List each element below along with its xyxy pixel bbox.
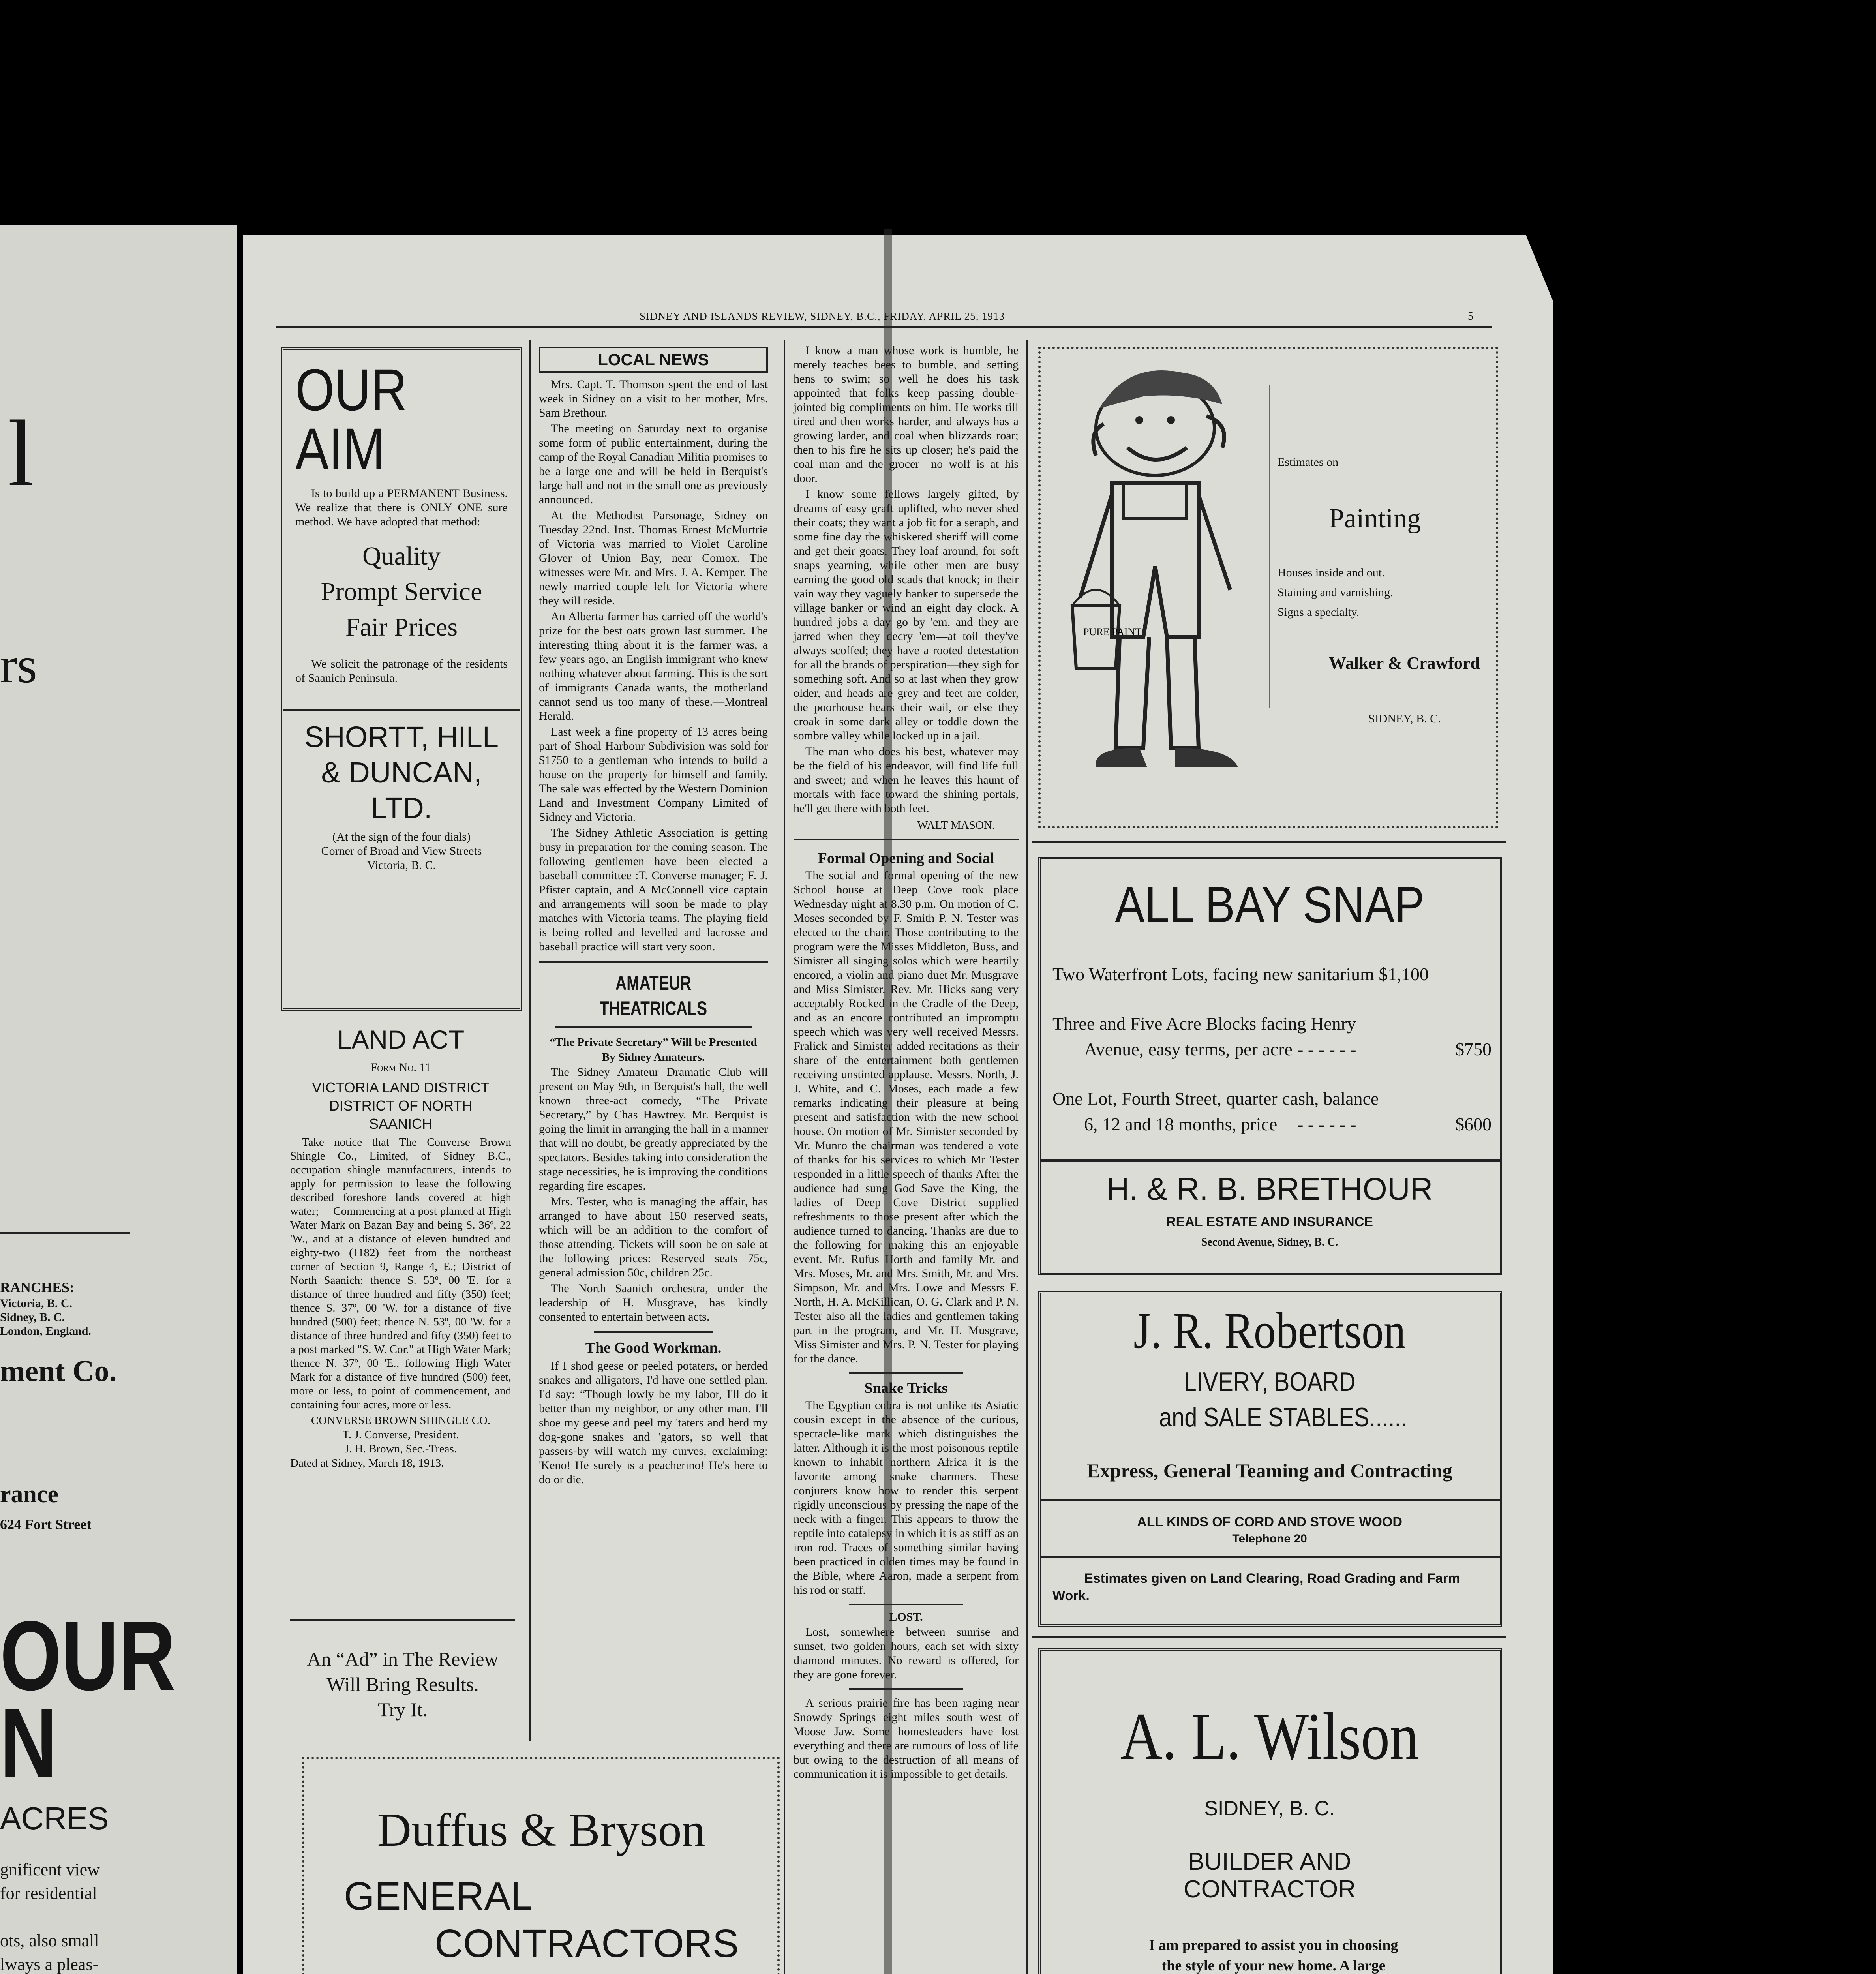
good-workman-heading: The Good Workman. (585, 1340, 722, 1356)
theatricals-subheading: “The Private Secretary” Will be Presented (550, 1036, 757, 1049)
land-act-district: DISTRICT OF NORTH (329, 1098, 473, 1114)
painting-line: Signs a specialty. (1278, 606, 1360, 619)
robertson-divider (1041, 1556, 1500, 1558)
left-page-fragment (0, 225, 237, 1974)
ad-divider (283, 709, 520, 711)
column-rule (784, 340, 785, 1974)
paragraph: The North Saanich orchestra, under the leadership of H. Musgrave, has kindly consented to entertain between acts. (539, 1282, 768, 1323)
paragraph: The Egyptian cobra is not unlike its Asiatic cousin except in the absence of the curious, spectacle-like mark which distinguishes the latter. Although it is the most poisonous reptile known to inhabit northern Africa it is the favorite among snake charmers. These conjurers know how to render this serpent rigidly unconscious by pressing the nape of the neck with a finger. This appears to throw the reptile into catalepsy in which it is as stiff as an iron rod. Traces of something similar having been practiced in olden times may be found in the Bible, where Aaron, made a serpent from his rod or staff. (794, 1399, 1019, 1597)
paragraph: The Sidney Athletic Association is getting busy in preparation for the coming season. The following gentlemen have been elected a baseball committee :T. Converse manager; F. J. Pfister captain, and A McConnell vice captain and arrangements will soon be made to play matches with Victoria teams. The playing field is being rolled and levelled and lacrosse and baseball practice will start very soon. (539, 826, 768, 953)
firm-name: & DUNCAN, (321, 756, 482, 789)
paragraph: I know a man whose work is humble, he merely teaches bees to bumble, and setting hens to swim; so well he does his task appointed that folks keep passing double-jointed big compliments on him. He works till tired and then works harder, and always has a growing larder, and coal when blizzards roar; then to his fire he sits up closer; he's paid the coal man and the grocer—no wolf is at his door. (794, 344, 1019, 485)
land-act-notice (290, 1023, 511, 1470)
firm-city: Victoria, B. C. (367, 859, 436, 872)
snap-title: ALL BAY SNAP (1115, 876, 1424, 933)
paragraph: The meeting on Saturday next to organise some form of public entertainment, during the camp of the Royal Canadian Militia promises to be a large one and will be held in Berquist's large hall and not in the small one as previously announced. (539, 422, 768, 506)
ad-fair-prices: Fair Prices (345, 613, 458, 642)
paragraph: An Alberta farmer has carried off the world's prize for the best oats grown last summer. The interesting thing about it is the farmer was, a few years ago, an English immigrant who knew nothing whatever about farming. This is the sort of immigrants Canada wants, the motherland cannot send us too many of these.—Montreal Herald. (539, 610, 768, 722)
robertson-line: LIVERY, BOARD (1184, 1367, 1356, 1397)
paragraph: The social and formal opening of the new School house at Deep Cove took place Wednesday night at 8.30 p.m. On motion of C. Moses seconded by F. Smith P. N. Tester was elected to the chair. Those contributing to the program were the Misses Middleton, Buss, and Simister all singing solos which were heartily encored, a violin and piano duet Mr. Musgrave and Miss Simister. Rev. Mr. Hicks sang very acceptably Rocked in the Cradle of the Deep, and as an encore contributed an impromptu speech which was very well received Messrs. Fralick and Simister added recitations as their share of the entertainment both gentlemen receiving unstinted applause. Messrs. North, J. J. White, and C. Moses, each made a few remarks indicating their pleasure at being present and satisfaction with the new school house. On motion of Mr. Simister seconded by Mr. Munro the chairman was tendered a vote of thanks for his services to which Mr Tester responded in a little speech of thanks After the audience had sung God Save the King, the ladies of Deep Cove District supplied refreshments to those present after which the audience turned to dancing. Thanks are due to the following for making this an enjoyable event. Mr. Rufus Horth and family Mr. and Mrs. Moses, Mr. and Mrs. Smith, Mr. and Mrs. Simpson, Mr. and Mrs. Lowe and Messrs F. North, H. A. McKillican, O. G. Clark and P. N. Tester also all the ladies and gentlemen taking part in the program, and Mr. H. Musgrave, Miss Simister and Mrs. P. N. Tester for playing for the dance. (794, 869, 1019, 1365)
duffus-line: CONTRACTORS (435, 1921, 739, 1966)
land-act-secretary: J. H. Brown, Sec.-Treas. (344, 1443, 457, 1455)
wilson-ad (1038, 1648, 1502, 1974)
fragment-text: RANCHES: (0, 1280, 75, 1295)
land-act-date: Dated at Sidney, March 18, 1913. (290, 1457, 444, 1469)
our-aim-ad (281, 347, 522, 1011)
ad-solicit: We solicit the patronage of the residents of Saanich Peninsula. (295, 657, 508, 685)
review-ad-line: An “Ad” in The Review (307, 1648, 499, 1670)
land-act-president: T. J. Converse, President. (342, 1428, 459, 1441)
ad-intro: Is to build up a PERMANENT Business. We realize that there is ONLY ONE sure method. We have adopted that method: (295, 487, 508, 528)
paragraph: Mrs. Tester, who is managing the affair, has arranged to have about 150 reserved seats, which will be an addition to the comfort of those attending. Tickets will soon be on sale at the following prices: Reserved seats 75c, general admission 50c, children 25c. (539, 1195, 768, 1279)
land-act-title: LAND ACT (337, 1025, 465, 1054)
local-news-column (539, 347, 768, 1488)
fragment-text: gnificent view (0, 1860, 100, 1879)
local-news-body (539, 377, 768, 954)
review-ad-line: Will Bring Results. (326, 1673, 479, 1695)
paragraph: Mrs. Capt. T. Thomson spent the end of last week in Sidney on a visit to her mother, Mrs. Sam Brethour. (539, 378, 768, 419)
poem-author: WALT MASON. (917, 819, 995, 831)
theatricals-subheading: By Sidney Amateurs. (602, 1051, 705, 1064)
snap-dashes: - - - - - - (1297, 1039, 1356, 1059)
fragment-text: Victoria, B. C. (0, 1297, 73, 1310)
good-workman-body (539, 1359, 768, 1487)
snap-line: Three and Five Acre Blocks facing Henry (1052, 1013, 1356, 1034)
column-rule (290, 1619, 515, 1621)
paragraph: A serious prairie fire has been raging near Snowdy Springs eight miles south west of Moose Jaw. Some homesteaders have lost everything and there are rumours of loss of life but owing to the destruction of all means of communication it is impossible to get details. (794, 1696, 1019, 1781)
painting-place: SIDNEY, B. C. (1368, 712, 1441, 725)
section-rule (1032, 1636, 1506, 1638)
snap-line: 6, 12 and 18 months, price (1084, 1114, 1278, 1134)
wilson-name: A. L. Wilson (1120, 1699, 1419, 1773)
wilson-title: CONTRACTOR (1183, 1876, 1356, 1903)
section-rule (849, 1604, 963, 1605)
fragment-rule (0, 1232, 130, 1234)
painting-estimates: Estimates on (1278, 456, 1339, 469)
paragraph: Lost, somewhere between sunrise and sunset, two golden hours, each set with sixty diamond minutes. No reward is offered, for they are gone forever. (794, 1625, 1019, 1681)
wilson-title: BUILDER AND (1188, 1848, 1351, 1875)
firm-name: LTD. (371, 792, 432, 824)
ad-prompt-service: Prompt Service (321, 577, 482, 606)
paragraph: If I shod geese or peeled potaters, or herded snakes and alligators, I'd have one settled plan. I'd say: “Though lowly be my labor, I'll do it better than my neighbor, or any other man. I'll shoe my geese and peel my 'taters and herd my dog-gone snakes and 'gators, so well that passers-by will watch my curves, exclaiming: 'Keno! He surely is a peacherino! He's here to do or die. (539, 1359, 768, 1486)
fragment-text: ment Co. (0, 1355, 117, 1388)
painting-line: Staining and varnishing. (1278, 586, 1393, 599)
snake-tricks-body (794, 1398, 1019, 1597)
formal-opening-body (794, 869, 1019, 1366)
snap-price: $750 (1455, 1039, 1491, 1059)
theatricals-heading: AMATEUR THEATRICALS (599, 972, 707, 1019)
paragraph: The man who does his best, whatever may be the field of his endeavor, will find life full and sweet; and when he leaves this haunt of mortals with face toward the shining portals, he'll get there with both feet. (794, 745, 1019, 815)
firm-name: SHORTT, HILL (304, 721, 499, 753)
robertson-name: J. R. Robertson (1133, 1302, 1406, 1359)
land-act-district: SAANICH (369, 1116, 433, 1132)
paragraph: I know some fellows largely gifted, by dreams of easy graft uplifted, who never shed their coats; they want a job fit for a seraph, and some fine day the whiskered sheriff will come and get their goats. They loaf around, for soft snaps yearning, while other men are busy earning the good old scads that knock; in their vain way they vaguely hanker to supersede the village banker or wind an eight day clock. A hundred jobs a day go by 'em, and they are jarred when they decry 'em—at toil they've always scoffed; they have a rooted detestation for all the brands of perspiration—they sigh for something soft. And so at last when they grow older, and heads are grey and feet are colder, the poorhouse hears their wail, or else they croak in some dark alley or toddle down the sombre valley while locked up in a jail. (794, 488, 1019, 742)
land-act-company: CONVERSE BROWN SHINGLE CO. (311, 1414, 491, 1427)
page-number: 5 (1468, 310, 1473, 323)
review-ad (286, 1646, 519, 1722)
robertson-divider (1041, 1499, 1500, 1501)
snap-price: $600 (1455, 1114, 1491, 1134)
land-act-district: VICTORIA LAND DISTRICT (312, 1079, 490, 1096)
fragment-text: 624 Fort Street (0, 1516, 92, 1532)
painting-title: Painting (1329, 503, 1421, 534)
brethour-sub: REAL ESTATE AND INSURANCE (1166, 1214, 1373, 1229)
snake-tricks-heading: Snake Tricks (864, 1380, 948, 1396)
section-rule (539, 961, 768, 963)
ad-title: OUR (295, 357, 407, 423)
fragment-text: rance (0, 1481, 59, 1508)
duffus-line: GENERAL (344, 1874, 533, 1918)
wilson-place: SIDNEY, B. C. (1204, 1797, 1335, 1820)
ad-title: AIM (295, 416, 385, 482)
snap-line: Two Waterfront Lots, facing new sanitarium $1,100 (1052, 964, 1429, 984)
duffus-bryson-ad (302, 1757, 780, 1974)
land-act-body: Take notice that The Converse Brown Shingle Co., Limited, of Sidney B.C., occupation shingle manufacturers, intends to apply for permission to lease the following described foreshore lands covered at high water;— Commencing at a post planted at High Water Mark on Bazan Bay and being S. 36º, 22 'W., and at a distance of eleven hundred and eighty-two (1182) feet from the northeast corner of Section 9, Range 4, E.; District of North Saanich; thence S. 53º, 00 'E. for a distance of three hundred and fifty (350) feet; thence S. 37º, 00 'W. for a distance of five hundred (500) feet; thence N. 53º, 00 'W. for a distance of three hundred and fifty (350) feet to a post marked "S. W. Cor." at High Water Mark; thence N. 37º, 00 'E., following High Water Mark for a distance of five hundred (500) feet, more or less, to point of commencement, and containing four acres, more or less. (290, 1136, 511, 1411)
brethour-address: Second Avenue, Sidney, B. C. (1201, 1236, 1338, 1248)
robertson-ad (1038, 1291, 1502, 1627)
duffus-name: Duffus & Bryson (377, 1803, 705, 1856)
section-rule (849, 1372, 963, 1374)
poem-body (794, 343, 1019, 816)
paragraph: At the Methodist Parsonage, Sidney on Tuesday 22nd. Inst. Thomas Ernest McMurtrie of Victoria was married to Violet Caroline Glover of Union Bay, near Comox. The witnesses were Mr. and Mrs. J. A. Kemper. The newly married couple left for Victoria where they will reside. (539, 509, 768, 607)
fragment-text: for residential (0, 1884, 97, 1903)
review-ad-line: Try It. (378, 1698, 428, 1721)
section-rule (594, 1331, 713, 1333)
ad-quality: Quality (362, 542, 441, 570)
fragment-text: OUR (0, 1601, 176, 1711)
bucket-label: PURE PAINT (1083, 626, 1142, 638)
theatricals-body (539, 1065, 768, 1324)
fragment-text: ACRES (0, 1801, 109, 1836)
fragment-text: lways a pleas- (0, 1955, 99, 1974)
brethour-name: H. & R. B. BRETHOUR (1106, 1171, 1433, 1207)
painter-illustration-icon (1064, 353, 1285, 819)
column-rule (1026, 340, 1028, 1974)
fragment-text: N (0, 1687, 57, 1798)
lost-heading: LOST. (889, 1610, 923, 1623)
masthead-rule (276, 326, 1492, 328)
section-rule (555, 1026, 752, 1028)
section-rule (794, 839, 1019, 840)
snap-divider (1041, 1159, 1500, 1162)
snap-line: One Lot, Fourth Street, quarter cash, balance (1052, 1088, 1379, 1109)
poem-column (794, 343, 1019, 1783)
all-bay-snap-ad (1038, 857, 1502, 1275)
snap-dashes: - - - - - - (1297, 1114, 1356, 1134)
lost-body (794, 1625, 1019, 1682)
painting-line: Houses inside and out. (1278, 566, 1385, 579)
fragment-text: Sidney, B. C. (0, 1311, 65, 1324)
paragraph: The Sidney Amateur Dramatic Club will present on May 9th, in Berquist's hall, the well known three-act comedy, “The Private Secretary,” by Chas Hawtrey. Mr. Berquist is going the limit in arranging the hall in a manner that will no doubt, be greatly appreciated by the spectators. Besides taking into consideration the stage necessities, he is improving the conditions regarding fire escapes. (539, 1066, 768, 1192)
column-rule (529, 340, 531, 1741)
paragraph: Last week a fine property of 13 acres being part of Shoal Harbour Subdivision was sold for $1750 to a gentleman who intends to build a house on the property for himself and family. The sale was effected by the Western Dominion Land and Investment Company Limited of Sidney and Victoria. (539, 725, 768, 824)
formal-opening-heading: Formal Opening and Social (818, 850, 994, 867)
robertson-line: ALL KINDS OF CORD AND STOVE WOOD (1137, 1514, 1402, 1529)
fragment-text: London, England. (0, 1325, 91, 1338)
robertson-line: and SALE STABLES...... (1159, 1402, 1407, 1432)
robertson-line: Express, General Teaming and Contracting (1087, 1460, 1452, 1482)
painting-firm: Walker & Crawford (1329, 653, 1480, 673)
robertson-telephone: Telephone 20 (1232, 1532, 1307, 1545)
fragment-letter: l (8, 401, 34, 506)
robertson-line: Estimates given on Land Clearing, Road Grading and Farm Work. (1052, 1571, 1460, 1603)
fragment-text: ots, also small (0, 1931, 99, 1950)
wilson-body: I am prepared to assist you in choosing the style of your new home. A large (1149, 1937, 1398, 1974)
land-act-form: Form No. 11 (370, 1061, 431, 1074)
firm-corner: Corner of Broad and View Streets (321, 844, 482, 858)
fragment-text: rs (0, 637, 37, 694)
snap-line: Avenue, easy terms, per acre (1084, 1039, 1293, 1059)
local-news-heading: LOCAL NEWS (539, 347, 768, 373)
painting-ad (1038, 347, 1498, 828)
firm-sign: (At the sign of the four dials) (332, 830, 471, 843)
prairie-fire-body (794, 1696, 1019, 1781)
masthead-title: SIDNEY AND ISLANDS REVIEW, SIDNEY, B.C., FRIDAY, APRIL 25, 1913 (640, 310, 1005, 322)
section-rule (849, 1688, 963, 1690)
section-rule (1032, 841, 1506, 843)
